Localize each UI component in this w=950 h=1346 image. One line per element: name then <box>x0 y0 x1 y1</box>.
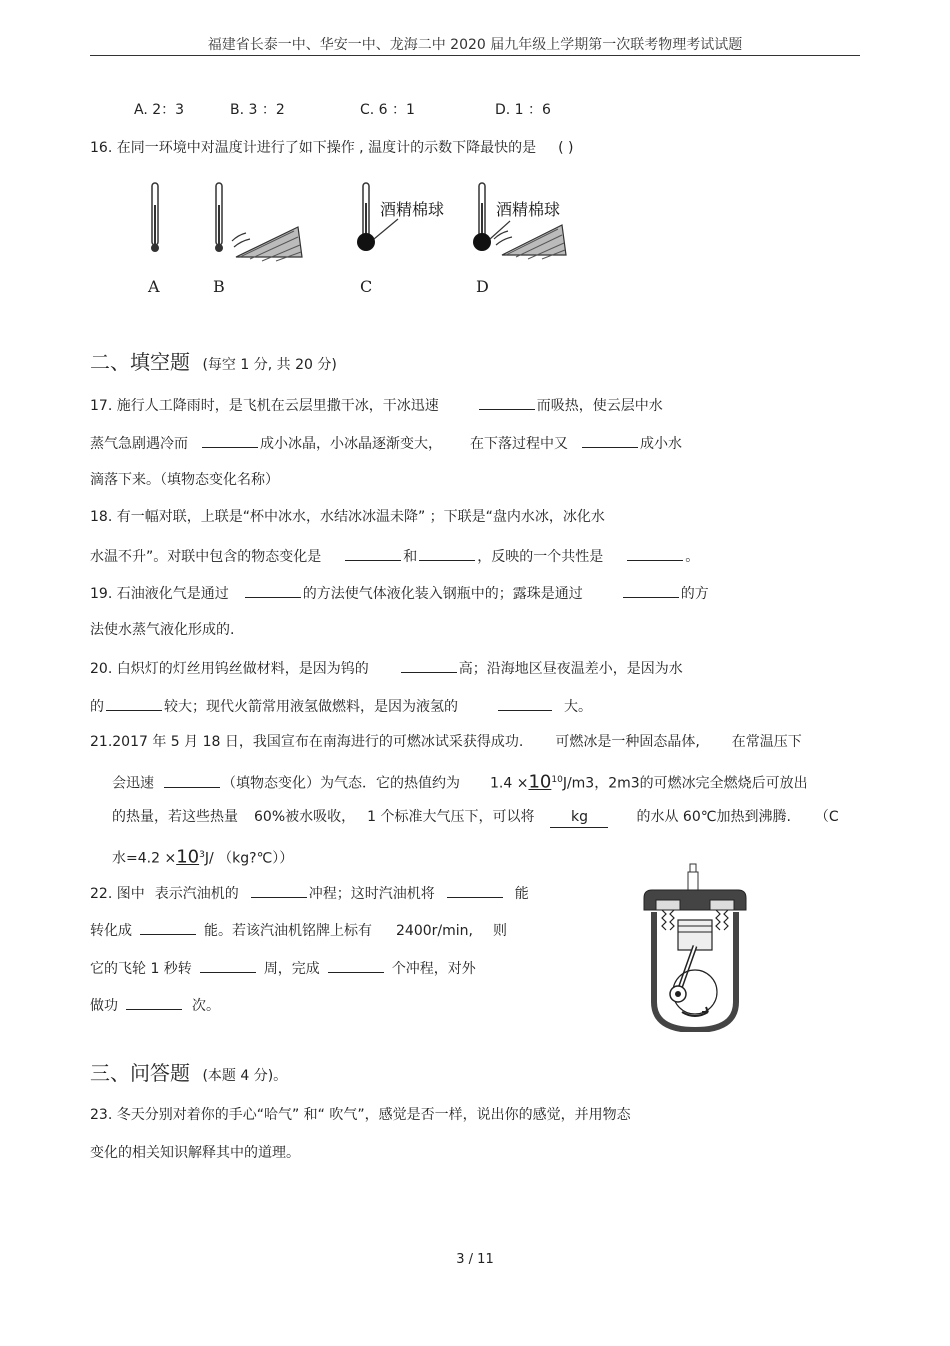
q22-text-3b: 周，完成 <box>263 961 320 977</box>
q21-text-3e: 的水从 60℃加热到沸腾. <box>636 809 791 825</box>
header-rule <box>90 55 860 56</box>
q17-line1 <box>90 394 663 416</box>
q19-text-1a: 19. 石油液化气是通过 <box>90 586 229 602</box>
q21-text-4b: 10 <box>176 846 200 868</box>
q23-line1: 23. 冬天分别对着你的手心“哈气” 和“ 吹气”，感觉是否一样，说出你的感觉，并用物态 <box>90 1107 631 1123</box>
q21-text-4a: 水=4.2 × <box>112 850 177 867</box>
section3-title: 三、问答题 <box>90 1061 190 1085</box>
fan-d-icon <box>494 225 566 259</box>
q21-text-3f: （C <box>814 809 839 825</box>
q20-text-1b: 高；沿海地区昼夜温差小，是因为水 <box>458 661 683 677</box>
q18-text-2c: ，反映的一个共性是 <box>477 549 604 565</box>
section2-heading <box>90 350 337 377</box>
q17-line2 <box>90 432 682 454</box>
q22-text-1b: 表示汽油机的 <box>154 886 239 902</box>
q18-blank-3[interactable] <box>627 545 683 561</box>
q16-label-b: B <box>213 277 225 296</box>
q19-text-1c: 的方 <box>680 586 709 602</box>
thermometer-c-icon <box>363 183 369 239</box>
q21-text-3b: 60%被水吸收， <box>254 809 356 825</box>
q17-text-2a: 蒸气急剧遇冷而 <box>90 436 188 452</box>
q20-text-2a: 的 <box>90 699 104 715</box>
q22-text-2a: 转化成 <box>90 923 132 939</box>
q20-line2 <box>90 695 592 717</box>
q21-text-2a: 会迅速 <box>112 775 154 792</box>
q21-exponent-1: 10 <box>551 775 563 785</box>
q20-blank-2[interactable] <box>106 695 162 711</box>
q21-text-1c: 在常温压下 <box>731 734 802 750</box>
q21-exponent-2: 3 <box>199 850 205 860</box>
q22-text-2d: 则 <box>492 923 507 939</box>
q21-text-1a: 21.2017 年 5 月 18 日，我国宣布在南海进行的可燃冰试采获得成功. <box>90 734 524 750</box>
thermometer-b-icon <box>215 183 223 252</box>
q22-line4 <box>90 994 220 1016</box>
q22-blank-2[interactable] <box>447 882 503 898</box>
thermometer-d-icon <box>479 183 485 239</box>
q21-blank-2-unit: kg <box>570 809 588 825</box>
section2-note: (每空 1 分, 共 20 分) <box>202 357 337 373</box>
q21-text-2d: 10 <box>528 771 552 793</box>
q22-text-1a: 22. 图中 <box>90 886 145 902</box>
q22-text-2c: 2400r/min, <box>396 923 473 939</box>
q19-line1 <box>90 582 709 604</box>
q16-stem <box>90 138 573 158</box>
q21-text-2f: J/m3，2m3的可燃冰完全燃烧后可放出 <box>562 775 808 792</box>
q21-blank-1[interactable] <box>164 772 220 788</box>
q17-text-2c: 在下落过程中又 <box>470 436 568 452</box>
q23-line2: 变化的相关知识解释其中的道理。 <box>90 1145 300 1161</box>
q18-text-2a: 水温不升”。对联中包含的物态变化是 <box>90 549 322 565</box>
q22-blank-5[interactable] <box>328 957 384 973</box>
q19-blank-1[interactable] <box>245 582 301 598</box>
piston-icon <box>678 920 712 950</box>
q21-text-3a: 的热量，若这些热量 <box>112 809 238 825</box>
cotton-label-d: 酒精棉球 <box>496 200 561 219</box>
q22-text-3c: 个冲程，对外 <box>391 961 476 977</box>
q16-stem-text: 16. 在同一环境中对温度计进行了如下操作 , 温度计的示数下降最快的是 <box>90 140 537 156</box>
section3-heading <box>90 1061 287 1088</box>
q20-text-1a: 20. 白炽灯的灯丝用钨丝做材料，是因为钨的 <box>90 661 369 677</box>
q16-label-c: C <box>360 277 373 296</box>
q18-blank-1[interactable] <box>345 545 401 561</box>
q15-options <box>134 100 551 120</box>
q22-text-1d: 能 <box>514 886 529 902</box>
q17-blank-3[interactable] <box>582 432 638 448</box>
q22-line1 <box>90 882 529 904</box>
q20-blank-3[interactable] <box>498 695 552 711</box>
q22-text-2b: 能。若该汽油机铭牌上标有 <box>204 923 372 939</box>
q17-line3: 滴落下来。（填物态变化名称） <box>90 472 279 488</box>
page-header: 福建省长泰一中、华安一中、龙海二中 2020 届九年级上学期第一次联考物理考试试题 <box>207 37 743 53</box>
q16-label-a: A <box>148 277 160 296</box>
q18-text-2d: 。 <box>685 549 700 565</box>
q22-text-3a: 它的飞轮 1 秒转 <box>90 961 192 977</box>
q20-line1 <box>90 657 683 679</box>
q22-blank-1[interactable] <box>251 882 307 898</box>
q21-line4 <box>112 845 293 869</box>
q21-line3 <box>112 807 839 828</box>
spark-plug-icon <box>688 864 698 890</box>
q22-line3 <box>90 957 476 979</box>
cotton-label-c: 酒精棉球 <box>380 200 445 219</box>
q17-blank-1[interactable] <box>479 394 535 410</box>
fan-b-icon <box>232 227 302 261</box>
q17-blank-2[interactable] <box>202 432 258 448</box>
q22-text-1c: 冲程；这时汽油机将 <box>308 886 435 902</box>
page-number: 3 / 11 <box>456 1252 494 1267</box>
q22-text-4b: 次。 <box>192 998 220 1014</box>
q16-answer-paren: ( ) <box>558 140 574 156</box>
q22-blank-4[interactable] <box>200 957 256 973</box>
q21-text-4d: J/ （kg?℃）） <box>204 850 294 867</box>
q17-text-2d: 成小水 <box>640 436 682 452</box>
section3-note: (本题 4 分)。 <box>202 1068 288 1084</box>
q22-blank-3[interactable] <box>140 919 196 935</box>
cylinder-head-icon <box>644 890 746 910</box>
q21-line2 <box>112 770 808 794</box>
section2-title: 二、填空题 <box>90 350 190 374</box>
q19-blank-2[interactable] <box>623 582 679 598</box>
q19-text-1b: 的方法使气体液化装入钢瓶中的；露珠是通过 <box>302 586 583 602</box>
q18-line1: 18. 有一幅对联，上联是“杯中冰水，水结冰冰温未降” ；下联是“盘内水冰，冰化水 <box>90 509 605 525</box>
q17-text-1a: 17. 施行人工降雨时，是飞机在云层里撒干冰，干冰迅速 <box>90 398 439 414</box>
q22-blank-6[interactable] <box>126 994 182 1010</box>
q20-blank-1[interactable] <box>401 657 457 673</box>
q21-line1 <box>90 732 802 752</box>
q22-line2 <box>90 919 507 941</box>
thermometer-a-icon <box>151 183 159 252</box>
q17-text-1b: 而吸热，使云层中水 <box>536 398 663 414</box>
q15-option-b: B. 3 ：2 <box>230 102 285 118</box>
q19-line2: 法使水蒸气液化形成的. <box>90 622 235 638</box>
q20-text-2b: 较大；现代火箭常用液氢做燃料，是因为液氢的 <box>164 699 458 715</box>
q17-text-2b: 成小冰晶，小冰晶逐渐变大， <box>260 436 442 452</box>
q15-option-a: A. 2：3 <box>134 102 185 118</box>
q16-label-d: D <box>476 277 489 296</box>
q21-text-2c: 1.4 × <box>490 775 529 792</box>
q15-option-c: C. 6 ：1 <box>360 102 415 118</box>
q18-blank-2[interactable] <box>419 545 475 561</box>
engine-diagram <box>640 862 750 1032</box>
q16-figure <box>130 175 590 270</box>
q22-text-4a: 做功 <box>90 998 118 1014</box>
q15-option-d: D. 1 ：6 <box>495 102 551 118</box>
q20-text-2c: 大。 <box>564 699 592 715</box>
q21-text-2b: （填物态变化）为气态．它的热值约为 <box>222 775 460 792</box>
q18-text-2b: 和 <box>403 549 418 565</box>
q21-blank-2[interactable] <box>550 807 608 828</box>
q21-text-3c: 1 个标准大气压下，可以将 <box>367 809 535 825</box>
q18-line2 <box>90 545 699 567</box>
crankshaft-icon <box>670 970 717 1016</box>
q21-text-1b: 可燃冰是一种固态晶体, <box>555 734 700 750</box>
